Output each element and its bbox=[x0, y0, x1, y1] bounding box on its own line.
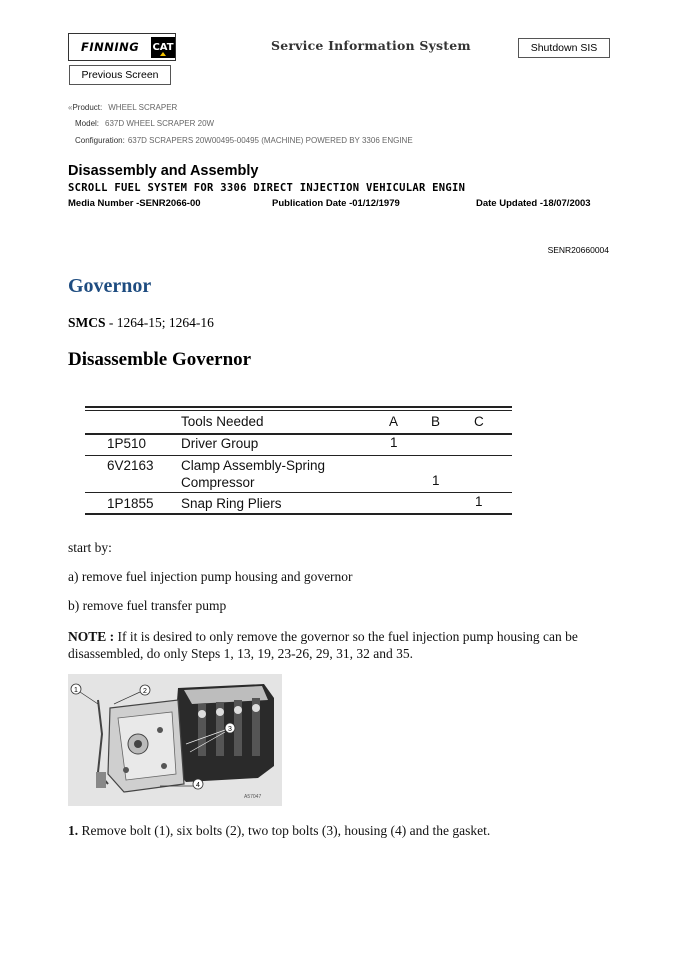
step-1-text bbox=[68, 823, 490, 839]
callout-2: 2 bbox=[143, 688, 147, 695]
callout-4: 4 bbox=[196, 782, 200, 789]
configuration-label: Configuration: bbox=[75, 136, 125, 145]
system-title: Service Information System bbox=[271, 38, 471, 53]
logo-cat-mark: CAT bbox=[151, 37, 175, 58]
tool-part-number: 1P1855 bbox=[107, 496, 154, 511]
configuration-value: 637D SCRAPERS 20W00495-00495 (MACHINE) POWERED BY 3306 ENGINE bbox=[127, 136, 413, 145]
date-updated: Date Updated -18/07/2003 bbox=[476, 198, 591, 209]
step-number: 1. bbox=[68, 823, 79, 838]
publication-date: Publication Date -01/12/1979 bbox=[272, 198, 400, 209]
document-id: SENR20660004 bbox=[547, 245, 609, 255]
tools-header-name: Tools Needed bbox=[181, 414, 264, 429]
table-rule-row bbox=[85, 492, 512, 493]
media-number: Media Number -SENR2066-00 bbox=[68, 198, 201, 209]
tool-part-number: 6V2163 bbox=[107, 458, 154, 473]
back-arrow-icon[interactable]: « bbox=[68, 103, 73, 112]
table-rule-header bbox=[85, 433, 512, 435]
product-label: Product: bbox=[72, 103, 103, 112]
tools-needed-table bbox=[85, 406, 512, 516]
document-subtitle: SCROLL FUEL SYSTEM FOR 3306 DIRECT INJECTION VEHICULAR ENGIN bbox=[68, 182, 466, 194]
model-line bbox=[75, 119, 214, 128]
model-value: 637D WHEEL SCRAPER 20W bbox=[105, 119, 215, 128]
callout-1: 1 bbox=[74, 687, 78, 694]
tool-qty-a: 1 bbox=[390, 435, 398, 450]
note-label: NOTE : bbox=[68, 629, 115, 644]
product-line bbox=[68, 103, 177, 112]
callout-3: 3 bbox=[228, 726, 232, 733]
model-label: Model: bbox=[75, 119, 100, 128]
table-rule-top-thin bbox=[85, 410, 512, 411]
governor-illustration bbox=[68, 674, 282, 806]
prerequisite-b: b) remove fuel transfer pump bbox=[68, 598, 227, 613]
previous-screen-button[interactable]: Previous Screen bbox=[69, 65, 171, 85]
section-heading: Governor bbox=[68, 275, 152, 297]
product-value: WHEEL SCRAPER bbox=[108, 103, 178, 112]
shutdown-sis-button[interactable]: Shutdown SIS bbox=[518, 38, 610, 58]
pump-housing-drawing bbox=[68, 674, 282, 806]
logo-finning-text: FINNING bbox=[81, 40, 140, 54]
procedure-title: Disassemble Governor bbox=[68, 349, 252, 370]
smcs-value: - 1264-15; 1264-16 bbox=[105, 315, 214, 330]
tool-qty-c: 1 bbox=[475, 494, 483, 509]
finning-cat-logo bbox=[68, 33, 176, 61]
tool-qty-b: 1 bbox=[432, 473, 440, 488]
step-instruction: Remove bolt (1), six bolts (2), two top bolts (3), housing (4) and the gasket. bbox=[78, 823, 491, 838]
prerequisite-a: a) remove fuel injection pump housing and governor bbox=[68, 569, 353, 584]
table-rule-top bbox=[85, 406, 512, 408]
smcs-line bbox=[68, 315, 214, 331]
table-rule-bottom bbox=[85, 513, 512, 515]
tool-name-cont: Compressor bbox=[181, 475, 255, 490]
smcs-label: SMCS bbox=[68, 315, 106, 330]
tools-header-a: A bbox=[389, 414, 399, 429]
tool-name: Clamp Assembly-Spring bbox=[181, 458, 326, 473]
configuration-line bbox=[75, 136, 413, 145]
tools-header-c: C bbox=[474, 414, 484, 429]
note-paragraph bbox=[68, 628, 588, 662]
tool-name: Snap Ring Pliers bbox=[181, 496, 282, 511]
document-title: Disassembly and Assembly bbox=[68, 163, 259, 179]
start-by-text: start by: bbox=[68, 540, 112, 555]
tools-header-b: B bbox=[431, 414, 441, 429]
note-text: If it is desired to only remove the governor so the fuel injection pump housing can be disassembled, do only Steps 1, 13, 19, 23-26, 29, 31, 32 and 35. bbox=[68, 629, 578, 661]
tool-name: Driver Group bbox=[181, 436, 259, 451]
table-rule-row bbox=[85, 455, 512, 456]
tool-part-number: 1P510 bbox=[107, 436, 147, 451]
figure-code: A57047 bbox=[244, 794, 262, 800]
